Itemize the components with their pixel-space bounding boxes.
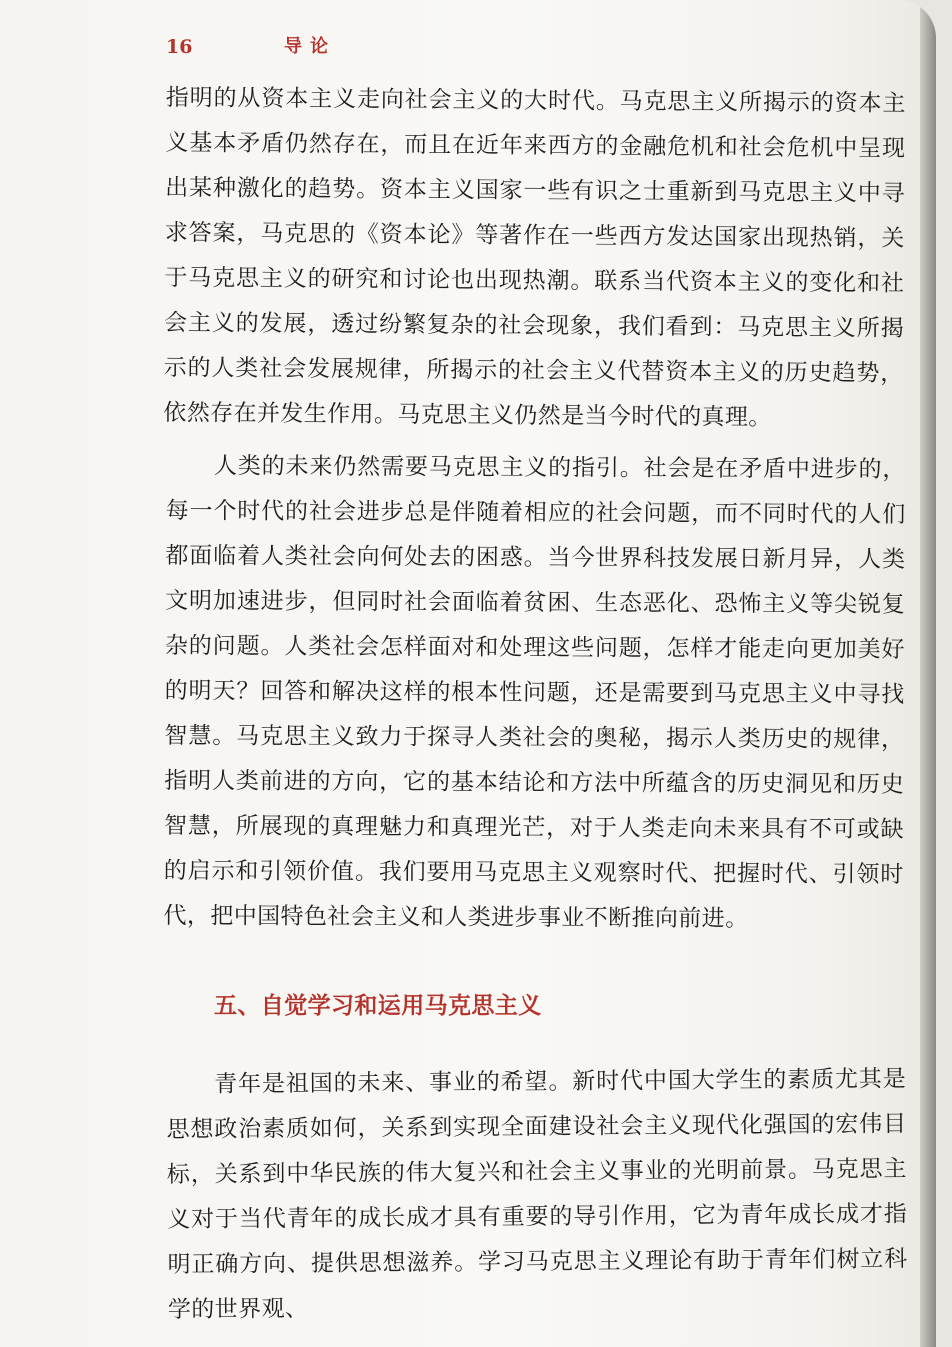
body-text: [163, 76, 908, 1333]
section-heading: 五、自觉学习和运用马克思主义: [214, 993, 542, 1019]
page-number: 16: [166, 36, 193, 58]
page-edge-shadow: [920, 0, 936, 1347]
paragraph-1: 指明的从资本主义走向社会主义的大时代。马克思主义所揭示的资本主义基本矛盾仍然存在，而且在近年来西方的金融危机和社会危机中呈现出某种激化的趋势。资本主义国家一些有识之士重新到马克思主义中寻求答案，马克思的《资本论》等著作在一些西方发达国家出现热销，关于马克思主义的研究和讨论也出现热潮。联系当代资本主义的变化和社会主义的发展，透过纷繁复杂的社会现象，我们看到：马克思主义所揭示的人类社会发展规律，所揭示的社会主义代替资本主义的历史趋势，依然存在并发生作用。马克思主义仍然是当今时代的真理。: [163, 84, 906, 431]
page-header: [166, 30, 866, 60]
running-head: 导论: [284, 36, 336, 57]
paragraph-2: 人类的未来仍然需要马克思主义的指引。社会是在矛盾中进步的，每一个时代的社会进步总是伴随着相应的社会问题，而不同时代的人们都面临着人类社会向何处去的困惑。当今世界科技发展日新月异，人类文明加速进步，但同时社会面临着贫困、生态恶化、恐怖主义等尖锐复杂的问题。人类社会怎样面对和处理这些问题，怎样才能走向更加美好的明天？回答和解决这样的根本性问题，还是需要到马克思主义中寻找智慧。马克思主义致力于探寻人类社会的奥秘，揭示人类历史的规律，指明人类前进的方向，它的基本结论和方法中所蕴含的历史洞见和历史智慧，所展现的真理魅力和真理光芒，对于人类走向未来具有不可或缺的启示和引领价值。我们要用马克思主义观察时代、把握时代、引领时代，把中国特色社会主义和人类进步事业不断推向前进。: [163, 453, 906, 933]
paragraph-3: 青年是祖国的未来、事业的希望。新时代中国大学生的素质尤其是思想政治素质如何，关系到实现全面建设社会主义现代化强国的宏伟目标，关系到中华民族的伟大复兴和社会主义事业的光明前景。马克思主义对于当代青年的成长成才具有重要的导引作用，它为青年成长成才指明正确方向、提供思想滋养。学习马克思主义理论有助于青年们树立科学的世界观、: [166, 1066, 908, 1323]
